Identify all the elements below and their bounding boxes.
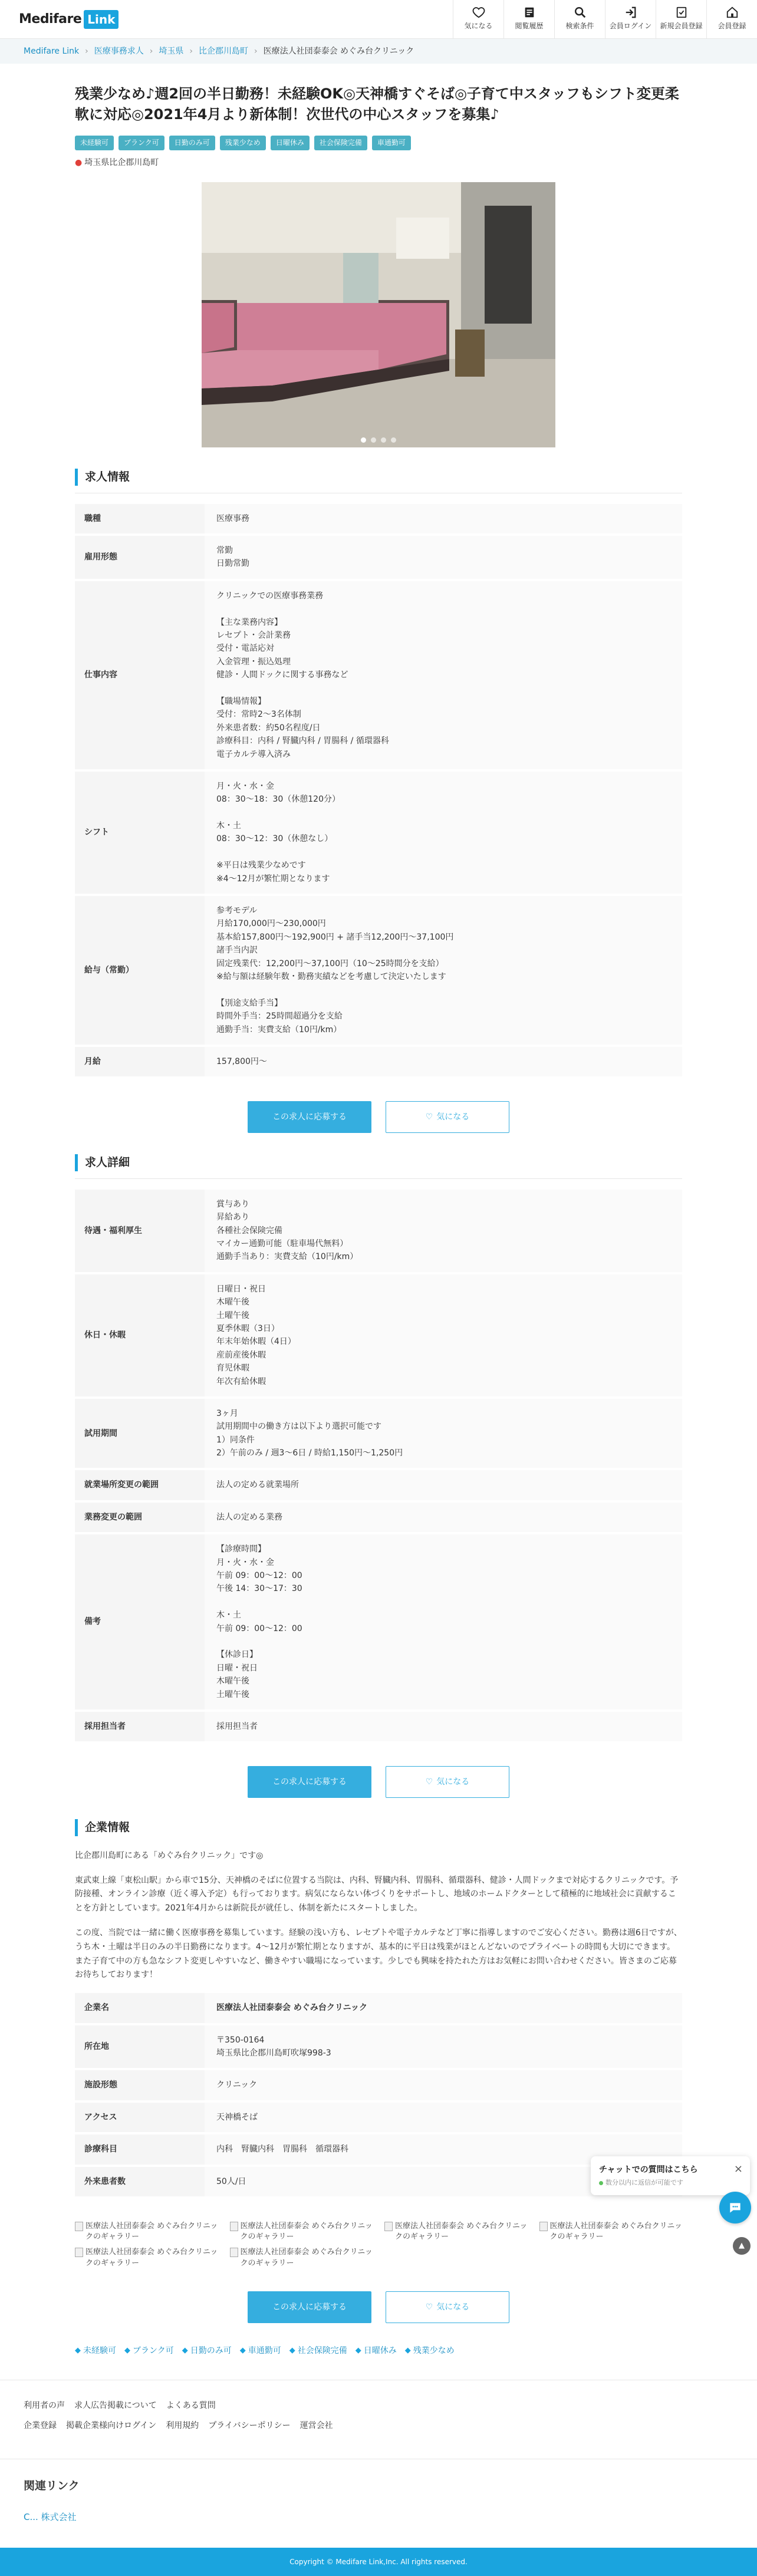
logo-badge: Link [84,10,119,29]
row-value: 参考モデル 月給170,000円〜230,000円 基本給157,800円〜192,900円 + 諸手当12,200円〜37,100円 諸手当内訳 固定残業代：12,200円〜37,100円（10〜25時間分を支給） ※給与額は経験年数・勤務実績などを考慮して決定いたします 【別途支給手当】 時間外手当：25時間超過分を支給 通勤手当：実費支給（10円/km） [205,895,682,1046]
gallery-image[interactable] [384,2221,528,2242]
tag-icon: ◆ [239,2346,246,2355]
gallery-image[interactable] [539,2221,683,2242]
nav-favorites[interactable] [453,0,503,39]
row-value: 50人/日 [205,2166,682,2198]
row-label: 職種 [75,504,205,535]
tag-icon: ◆ [182,2346,188,2355]
breadcrumb-home[interactable]: Medifare Link [24,46,80,56]
breadcrumb-job-type[interactable]: 医療事務求人 [94,46,144,56]
related-links [0,2459,757,2548]
tag-link[interactable] [289,2344,347,2357]
tag-link-label: 社会保険完備 [297,2346,347,2356]
footer-link[interactable]: 運営会社 [299,2421,333,2431]
clinic-waiting-room-photo [202,182,555,447]
footer-link[interactable]: 求人広告掲載について [74,2401,157,2411]
location-text: 埼玉県比企郡川島町 [84,157,159,167]
row-label: 企業名 [75,1993,205,2024]
chat-subtitle-text: 数分以内に返信が可能です [605,2179,683,2187]
row-label: 業務変更の範囲 [75,1501,205,1533]
row-label: アクセス [75,2101,205,2133]
broken-image-icon [539,2222,548,2231]
table-row [75,1993,682,2024]
carousel-dot[interactable] [371,437,376,443]
row-label: 仕事内容 [75,580,205,770]
row-value: 医療法人社団泰泰会 めぐみ台クリニック [205,1993,682,2024]
nav-label: 閲覧履歴 [515,22,544,31]
tag-icon: ◆ [404,2346,411,2355]
footer-links [0,2380,757,2433]
job-info-table [75,504,682,1079]
row-label: 所在地 [75,2024,205,2070]
carousel-dot[interactable] [361,437,366,443]
action-buttons [75,2291,682,2323]
table-row [75,1469,682,1501]
map-pin-icon: ● [75,157,83,167]
row-label: 備考 [75,1533,205,1711]
row-label: 診療科目 [75,2133,205,2165]
nav-member[interactable] [706,0,757,39]
row-value: 法人の定める就業場所 [205,1469,682,1501]
footer-row [24,2419,733,2432]
job-tag: 日曜休み [271,136,310,150]
row-label: 施設形態 [75,2069,205,2101]
job-tag: ブランク可 [119,136,164,150]
chat-open-button[interactable] [719,2192,751,2223]
row-label: 外来患者数 [75,2166,205,2198]
breadcrumb-prefecture[interactable]: 埼玉県 [159,46,184,56]
job-tag: 日勤のみ可 [169,136,215,150]
nav-label: 検索条件 [565,22,594,31]
table-row [75,1711,682,1742]
tag-link[interactable] [240,2344,281,2357]
broken-image-icon [230,2222,238,2231]
footer-row [24,2399,733,2412]
broken-image-icon [75,2222,83,2231]
related-link[interactable]: C... 株式会社 [24,2512,77,2523]
tag-icon: ◆ [124,2346,130,2355]
favorite-label: 気になる [436,1112,470,1122]
job-tag: 残業少なめ [220,136,266,150]
favorite-button[interactable] [386,1101,509,1133]
table-row [75,2069,682,2101]
logo-text: Medifare [19,11,82,27]
company-gallery [75,2221,682,2269]
footer-link[interactable]: 利用者の声 [24,2401,65,2411]
tag-link[interactable] [405,2344,455,2357]
action-buttons [75,1101,682,1133]
job-tag: 未経験可 [75,136,114,150]
nav-register[interactable] [656,0,706,39]
row-value: 3ヶ月 試用期間中の働き方は以下より選択可能です 1）同条件 2）午前のみ / 週3〜6日 / 時給1,150円〜1,250円 [205,1398,682,1470]
site-logo[interactable] [19,9,119,29]
gallery-image[interactable] [75,2221,218,2242]
job-tag: 車通勤可 [372,136,411,150]
tag-link-label: 車通勤可 [248,2346,281,2356]
photo-carousel[interactable] [202,182,555,447]
company-intro [75,1849,682,1982]
chat-subtitle [599,2178,742,2188]
back-to-top-button[interactable] [733,2237,751,2255]
breadcrumb-separator: › [189,46,193,56]
nav-label: 会員ログイン [609,22,652,31]
carousel-dots [361,437,396,443]
table-row [75,1190,682,1273]
online-indicator-icon [599,2181,603,2185]
table-row [75,1533,682,1711]
broken-image-icon [75,2248,83,2257]
heart-icon: ♡ [425,1777,433,1787]
table-row [75,580,682,770]
table-row [75,1501,682,1533]
tag-link-label: 未経験可 [83,2346,116,2356]
tag-link-label: 日勤のみ可 [190,2346,232,2356]
gallery-image[interactable] [230,2247,373,2268]
job-detail-table [75,1190,682,1744]
table-row [75,770,682,895]
history-icon [523,6,536,19]
heart-icon: ♡ [425,1112,433,1122]
table-row [75,895,682,1046]
intro-paragraph: 比企郡川島町にある「めぐみ台クリニック」です◎ [75,1850,264,1860]
apply-button[interactable]: この求人に応募する [248,2291,371,2323]
action-buttons [75,1766,682,1798]
nav-login[interactable] [605,0,656,39]
footer-link[interactable]: よくある質問 [166,2401,216,2411]
gallery-alt-text: 医療法人社団泰泰会 めぐみ台クリニックのギャラリー [395,2221,528,2242]
breadcrumb-city[interactable]: 比企郡川島町 [199,46,248,56]
section-heading-job-detail: 求人詳細 [75,1154,682,1171]
tag-link[interactable] [182,2344,232,2357]
table-row [75,1398,682,1470]
favorite-label: 気になる [436,2302,470,2312]
nav-label: 会員登録 [717,22,746,31]
row-label: 待遇・福利厚生 [75,1190,205,1273]
bottom-tag-links [75,2344,682,2357]
chat-prompt[interactable] [591,2156,750,2195]
register-icon [675,6,688,19]
row-value: 天神橋そば [205,2101,682,2133]
gallery-image[interactable] [230,2221,373,2242]
heart-icon: ♡ [425,2302,433,2312]
carousel-dot[interactable] [391,437,396,443]
footer-link[interactable]: 利用規約 [166,2421,199,2431]
row-label: シフト [75,770,205,895]
row-label: 雇用形態 [75,535,205,580]
row-value: 【診療時間】 月・火・水・金 午前 09：00〜12：00 午後 14：30〜17：30 木・土 午前 09：00〜12：00 【休診日】 日曜・祝日 木曜午後 土曜午後 [205,1533,682,1711]
member-icon [726,6,739,19]
favorite-label: 気になる [436,1777,470,1787]
footer-link[interactable]: 企業登録 [24,2421,57,2431]
job-title: 残業少なめ♪週2回の半日勤務！未経験OK◎天神橋すぐそば◎子育て中スタッフもシフト変更柔軟に対応◎2021年4月より新体制！次世代の中心スタッフを募集♪ [75,85,679,123]
breadcrumb [0,39,757,64]
tag-link-label: ブランク可 [133,2346,174,2356]
table-row [75,1273,682,1398]
gallery-alt-text: 医療法人社団泰泰会 めぐみ台クリニックのギャラリー [85,2248,218,2268]
search-icon [574,6,587,19]
copyright-bar: Copyright © Medifare Link,Inc. All rights reserved. [0,2548,757,2576]
header-nav [453,0,757,39]
intro-paragraph: 東武東上線「東松山駅」から車で15分、天神橋のそばに位置する当院は、内科、腎臓内科、胃腸科、循環器科、健診・人間ドックまで対応するクリニックです。予防接種、オンライン診療（近く導入予定）も行っております。病気にならない体づくりをサポートし、地域のホームドクターとして積極的に地域社会に貢献することを方針としています。2021年4月からは新院長が就任し、体制を新たにスタートしました。 [75,1875,679,1913]
tag-link[interactable] [75,2344,116,2357]
breadcrumb-separator: › [254,46,258,56]
tag-icon: ◆ [355,2346,361,2355]
table-row [75,1046,682,1078]
nav-label: 新規会員登録 [660,22,703,31]
heart-icon [472,6,485,19]
row-value: 157,800円〜 [205,1046,682,1078]
nav-label: 気になる [464,22,493,31]
chat-bubble-icon [728,2200,743,2215]
footer-link[interactable]: プライバシーポリシー [208,2421,291,2431]
row-value: 賞与あり 昇給あり 各種社会保険完備 マイカー通勤可能（駐車場代無料） 通勤手当あり：実費支給（10円/km） [205,1190,682,1273]
row-label: 採用担当者 [75,1711,205,1742]
row-value: 日曜日・祝日 木曜午後 土曜午後 夏季休暇（3日） 年末年始休暇（4日） 産前産後休暇 育児休暇 年次有給休暇 [205,1273,682,1398]
table-row [75,535,682,580]
footer-link[interactable]: 掲載企業様向けログイン [66,2421,157,2431]
row-value: クリニック [205,2069,682,2101]
row-value: 内科 腎臓内科 胃腸科 循環器科 [205,2133,682,2165]
gallery-alt-text: 医療法人社団泰泰会 めぐみ台クリニックのギャラリー [85,2221,218,2242]
gallery-image[interactable] [75,2247,218,2268]
breadcrumb-current: 医療法人社団泰泰会 めぐみ台クリニック [263,46,414,56]
tag-link[interactable] [356,2344,397,2357]
broken-image-icon [384,2222,393,2231]
close-icon[interactable]: × [733,2163,743,2175]
row-label: 休日・休暇 [75,1273,205,1398]
favorite-button[interactable] [386,1766,509,1798]
apply-button[interactable]: この求人に応募する [248,1766,371,1798]
login-icon [624,6,637,19]
row-label: 就業場所変更の範囲 [75,1469,205,1501]
row-label: 月給 [75,1046,205,1078]
row-value: 月・火・水・金 08：30〜18：30（休憩120分） 木・土 08：30〜12：30（休憩なし） ※平日は残業少なめです ※4〜12月が繁忙期となります [205,770,682,895]
gallery-alt-text: 医療法人社団泰泰会 めぐみ台クリニックのギャラリー [549,2221,682,2242]
broken-image-icon [230,2248,238,2257]
row-value: 常勤 日勤常勤 [205,535,682,580]
favorite-button[interactable] [386,2291,509,2323]
row-value: 〒350-0164 埼玉県比企郡川島町吹塚998-3 [205,2024,682,2070]
chevron-up-icon: ▲ [739,2241,745,2250]
breadcrumb-separator: › [85,46,88,56]
chat-title: チャットでの質問はこちら [599,2165,698,2175]
row-value: 医療事務 [205,504,682,535]
carousel-dot[interactable] [381,437,386,443]
table-row [75,2024,682,2070]
row-label: 給与（常勤） [75,895,205,1046]
section-heading-job-info: 求人情報 [75,469,682,486]
job-tags [75,136,682,150]
section-heading-company: 企業情報 [75,1819,682,1836]
nav-search[interactable] [554,0,605,39]
table-row [75,2101,682,2133]
tag-link-label: 日曜休み [363,2346,397,2356]
tag-link-label: 残業少なめ [413,2346,455,2356]
tag-icon: ◆ [75,2346,81,2355]
tag-link[interactable] [124,2344,174,2357]
breadcrumb-separator: › [149,46,153,56]
intro-paragraph: この度、当院では一緒に働く医療事務を募集しています。経験の浅い方も、レセプトや電子カルテなど丁寧に指導しますのでご安心ください。勤務は週6日ですが、うち木・土曜は半日のみの半日勤務になります。4〜12月が繁忙期となりますが、基本的に平日は残業がほとんどないのでプライベートの時間も大切にできます。また子育て中の方も急なシフト変更しやすいなど、働きやすい職場になっています。少しでも興味を持たれた方はお気軽にお問い合わせください。皆さまのご応募お待ちしております！ [75,1928,682,1980]
tag-icon: ◆ [289,2346,295,2355]
main-content [75,84,682,2357]
gallery-alt-text: 医療法人社団泰泰会 めぐみ台クリニックのギャラリー [240,2248,373,2268]
job-tag: 社会保険完備 [314,136,367,150]
gallery-alt-text: 医療法人社団泰泰会 めぐみ台クリニックのギャラリー [240,2221,373,2242]
row-value: 採用担当者 [205,1711,682,1742]
row-value: クリニックでの医療事務業務 【主な業務内容】 レセプト・会計業務 受付・電話応対 入金管理・振込処理 健診・人間ドックに関する事務など 【職場情報】 受付：常時2〜3名体制 外来患者数：約50名程度/日 診療科目：内科 / 腎臓内科 / 胃腸科 / 循環器科 電子カルテ導入済み [205,580,682,770]
row-label: 試用期間 [75,1398,205,1470]
related-links-title: 関連リンク [24,2479,80,2492]
row-value: 法人の定める業務 [205,1501,682,1533]
table-row [75,504,682,535]
apply-button[interactable]: この求人に応募する [248,1101,371,1133]
job-location [75,156,682,169]
nav-history[interactable] [503,0,554,39]
divider [75,1178,682,1179]
site-header [0,0,757,39]
